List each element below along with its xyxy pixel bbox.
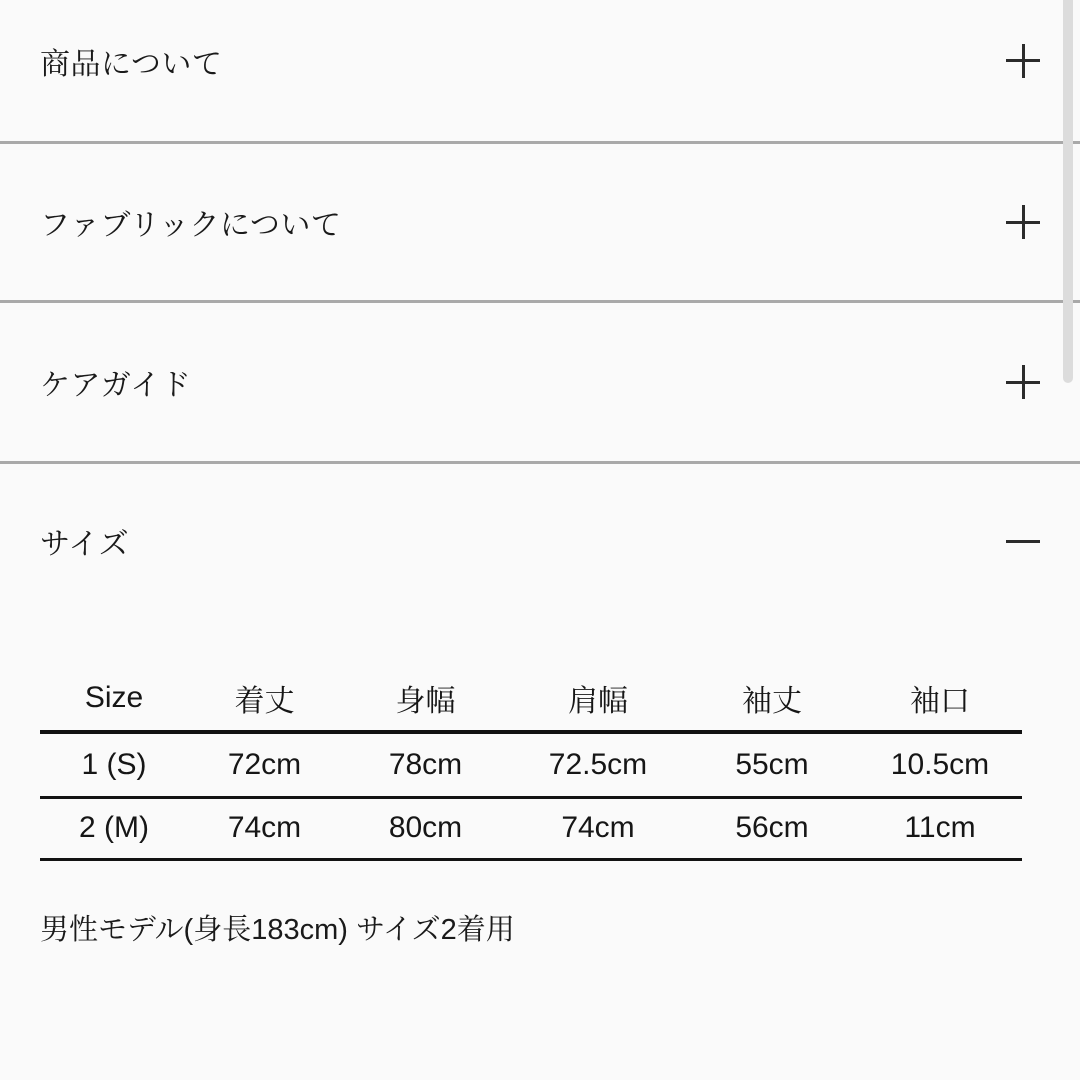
accordion-header-care-guide[interactable] bbox=[0, 303, 1080, 461]
accordion-title-care-guide: ケアガイド bbox=[40, 369, 192, 402]
accordion-header-fabric[interactable] bbox=[0, 144, 1080, 300]
model-size-note: 男性モデル(身長183cm) サイズ2着用 bbox=[40, 913, 515, 946]
cell-cuff: 10.5cm bbox=[858, 732, 1022, 797]
cell-sleeve: 55cm bbox=[686, 732, 858, 797]
cell-length: 74cm bbox=[188, 797, 341, 859]
plus-icon bbox=[1006, 365, 1040, 399]
accordion-section-fabric bbox=[0, 144, 1080, 303]
accordion-section-size bbox=[0, 464, 1080, 947]
accordion-title-about-product: 商品について bbox=[40, 47, 223, 81]
size-chart-header-row bbox=[40, 666, 1022, 732]
size-chart-row-2m bbox=[40, 797, 1022, 859]
scrollbar-thumb[interactable] bbox=[1063, 0, 1073, 383]
size-chart-row-1s bbox=[40, 732, 1022, 797]
accordion-section-care-guide bbox=[0, 303, 1080, 464]
accordion-title-size: サイズ bbox=[40, 528, 130, 561]
plus-icon bbox=[1006, 44, 1040, 78]
cell-cuff: 11cm bbox=[858, 797, 1022, 859]
accordion-title-fabric: ファブリックについて bbox=[40, 209, 342, 242]
accordion-header-about-product[interactable] bbox=[0, 0, 1080, 141]
size-chart-col-shoulder: 肩幅 bbox=[510, 666, 686, 732]
cell-length: 72cm bbox=[188, 732, 341, 797]
cell-size: 2 (M) bbox=[40, 797, 188, 859]
size-chart-table bbox=[40, 666, 1022, 861]
size-chart-col-cuff: 袖口 bbox=[858, 666, 1022, 732]
size-chart-col-width: 身幅 bbox=[341, 666, 510, 732]
plus-icon bbox=[1006, 205, 1040, 239]
cell-shoulder: 74cm bbox=[510, 797, 686, 859]
cell-sleeve: 56cm bbox=[686, 797, 858, 859]
cell-width: 80cm bbox=[341, 797, 510, 859]
cell-width: 78cm bbox=[341, 732, 510, 797]
size-chart-col-length: 着丈 bbox=[188, 666, 341, 732]
cell-shoulder: 72.5cm bbox=[510, 732, 686, 797]
accordion-section-about-product bbox=[0, 0, 1080, 144]
size-chart-col-sleeve: 袖丈 bbox=[686, 666, 858, 732]
accordion-header-size[interactable] bbox=[0, 464, 1080, 618]
size-panel bbox=[0, 666, 1080, 947]
minus-icon bbox=[1006, 524, 1040, 558]
cell-size: 1 (S) bbox=[40, 732, 188, 797]
size-chart-col-size: Size bbox=[40, 666, 188, 732]
